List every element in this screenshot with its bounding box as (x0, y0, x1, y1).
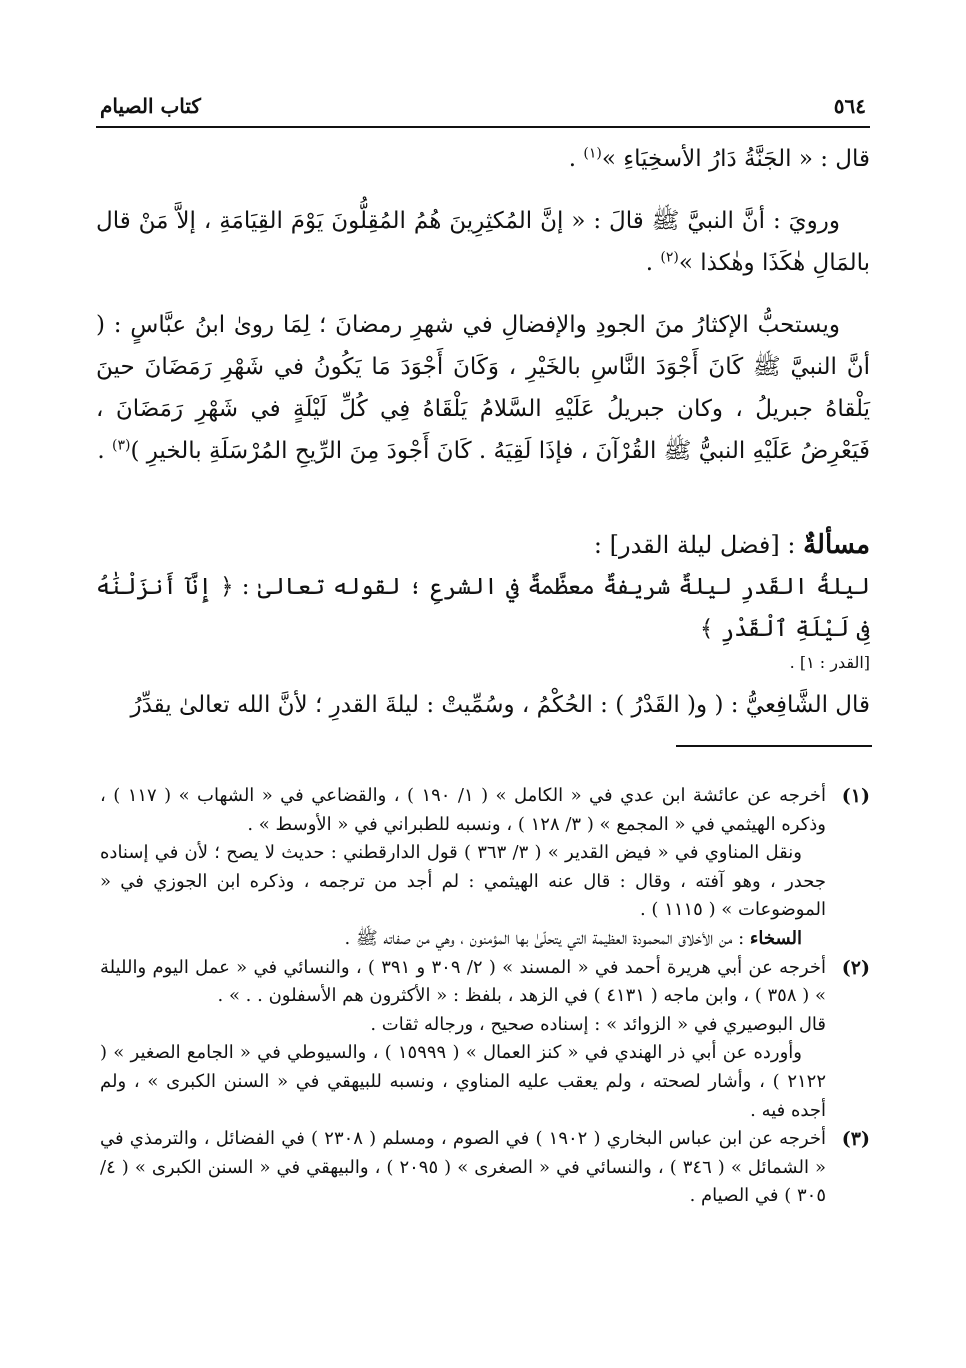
quran-quote: ليلةُ القَدرِ ليلةٌ شريفةٌ معظَّمةٌ في الشرعِ ؛ لقوله تعالىٰ : ﴿ إِنَّآ أَنزَلْنَٰهُ فِى لَيْلَةِ ٱلْقَدْرِ ﴾ (96, 574, 870, 642)
footnote-ref-3[interactable]: (٣) (111, 437, 131, 454)
footnote-number: (١) (841, 785, 870, 807)
footnote-line: قال البوصيري في « الزوائد » : إسناده صحيح ، ورجاله ثقات . (370, 1013, 826, 1035)
paragraph-1-end: . (568, 146, 584, 172)
paragraph-4 (96, 566, 870, 650)
paragraph-2 (96, 200, 870, 284)
footnotes-rule (676, 745, 872, 747)
main-text (96, 138, 870, 726)
page-number: ٥٦٤ (833, 94, 866, 118)
header-rule (96, 126, 870, 128)
footnote-line: أخرجه عن أبي هريرة أحمد في « المسند » ( ٢/ ٣٠٩ و ٣٩١ ) ، والنسائي في « عمل اليوم والليلة » ( ٣٥٨ ) ، وابن ماجه ( ٤١٣١ ) في الزهد ، بلفظ : « الأكثرون هم الأسفلون . . » . (100, 956, 826, 1007)
paragraph-3-end: . (97, 438, 112, 464)
quran-reference: [القدر : ١] . (789, 653, 870, 672)
section-heading (96, 524, 870, 566)
book-title: كتاب الصيام (100, 94, 201, 118)
footnote-number: (٢) (841, 956, 870, 979)
paragraph-5 (96, 684, 870, 726)
footnote-2 (100, 954, 870, 1126)
paragraph-3 (96, 304, 870, 472)
paragraph-1 (96, 138, 870, 180)
footnote-line: وأورده عن أبي ذر الهندي في « كنز العمال » ( ١٥٩٩٩ ) ، والسيوطي في « الجامع الصغير » ( ٢١٢٢ ) ، وأشار لصحته ، ولم يعقب عليه المناوي ، ونسبه للبيهقي في « السنن الكبرى » ، ولم أجده فيه . (100, 1042, 826, 1121)
footnotes (100, 782, 870, 1211)
section-keyword: مسألةٌ (803, 530, 870, 560)
section-title: : [فضل ليلة القدر] : (593, 531, 804, 559)
footnote-ref-2[interactable]: (٢) (660, 249, 679, 266)
paragraph-2-text: ورويَ : أنَّ النبيَّ ﷺ قالَ : « إنَّ المُكثِرِينَ هُمُ المُقِلُّونَ يَوْمَ القِيَامَةِ ، إلاَّ مَنْ قال بالمَالِ هٰكَذَا وهٰكذا » (96, 208, 870, 276)
footnote-3 (100, 1125, 870, 1211)
footnote-number: (٣) (841, 1128, 870, 1151)
footnote-line: ونقل المناوي في « فيض القدير » ( ٣/ ٣٦٣ ) قول الدارقطني : حديث لا يصح ؛ لأن في إسناده جحدر ، وهو آفته ، وقال : قال عنه الهيثمي : لم أجد من ترجمه ، وذكره ابن الجوزي في « الموضوعات » ( ١١١٥ ) . (100, 842, 826, 921)
glossary-term: السخاء (749, 927, 802, 949)
running-header (100, 88, 866, 118)
glossary-definition: : من الأخلاق المحمودة العظيمة التي يتحلّىٰ بها المؤمنون ، وهي من صفاته ﷺ . (344, 927, 750, 949)
footnote-ref-1[interactable]: (١) (583, 145, 602, 162)
paragraph-1-text: قال : « الجَنَّةُ دَارُ الأسخِيَاءِ » (601, 146, 870, 172)
footnote-1 (100, 782, 870, 954)
paragraph-3-text: ويستحبُّ الإكثارُ منَ الجودِ والإفضالِ في شهرِ رمضانَ ؛ لِمَا روىٰ ابنُ عبَّاسٍ : ( أنَّ النبيَّ ﷺ كَانَ أَجْوَدَ النَّاسِ بالخَيْرِ ، وَكَانَ أَجْوَدَ مَا يَكُونُ في شَهْرِ رَمَضَانَ حينَ يَلْقاهُ جبريلُ ، وكان جبريلُ عَلَيْهِ السَّلامُ يَلْقَاهُ فِي كُلِّ لَيْلَةٍ في شَهْرِ رَمَضَانَ ، فَيَعْرِضُ عَلَيْهِ النبيُّ ﷺ القُرْآنَ ، فإذَا لَقِيَهُ . كَانَ أَجْودَ مِنَ الرِّيحِ المُرْسَلَةِ بالخيرِ ) (96, 312, 870, 464)
footnote-line: أخرجه عن عائشة ابن عدي في « الكامل » ( ١/ ١٩٠ ) ، والقضاعي في « الشهاب » ( ١١٧ ) ، وذكره الهيثمي في « المجمع » ( ٣/ ١٢٨ ) ، ونسبه للطبراني في « الأوسط » . (100, 785, 826, 835)
paragraph-5-text: قال الشَّافِعيُّ : ( و( القَدْرُ ) : الحُكْمُ ، وسُمِّيتْ : ليلةَ القدرِ ؛ لأنَّ الله تعالىٰ يقدِّرُ (130, 692, 870, 718)
footnote-line (100, 925, 826, 954)
footnote-line: أخرجه عن ابن عباس البخاري ( ١٩٠٢ ) في الصوم ، ومسلم ( ٢٣٠٨ ) في الفضائل ، والترمذي في « الشمائل » ( ٣٤٦ ) ، والنسائي في « الصغرى » ( ٢٠٩٥ ) ، والبيهقي في « السنن الكبرى » ( ٤/ ٣٠٥ ) في الصيام . (100, 1128, 826, 1207)
paragraph-2-end: . (645, 250, 661, 276)
